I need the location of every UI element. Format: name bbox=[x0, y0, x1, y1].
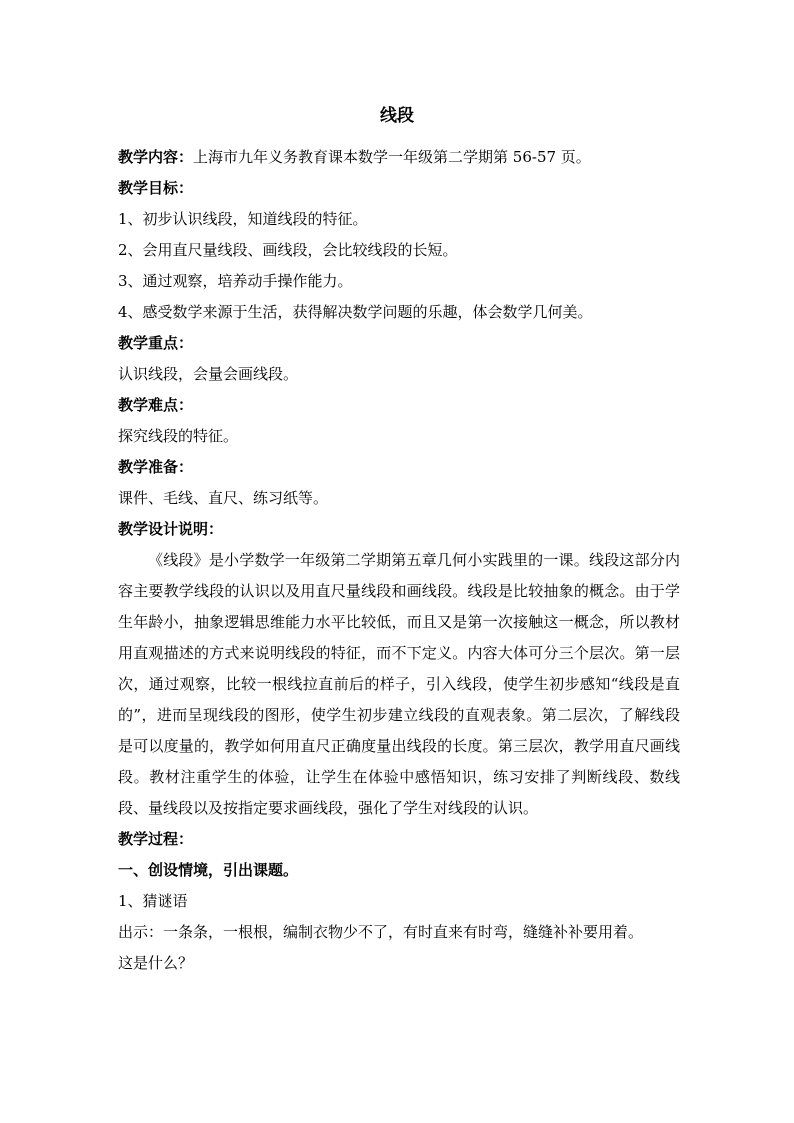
document-title: 线段 bbox=[380, 106, 414, 126]
content-line bbox=[118, 142, 680, 173]
content-label: 教学内容： bbox=[118, 148, 194, 166]
objectives-heading: 教学目标： bbox=[118, 179, 194, 197]
objective-item: 2、会用直尺量线段、画线段，会比较线段的长短。 bbox=[118, 241, 458, 259]
process-section-heading: 一、创设情境，引出课题。 bbox=[118, 861, 299, 879]
process-heading: 教学过程： bbox=[118, 830, 194, 848]
process-step: 1、猜谜语 bbox=[118, 892, 188, 910]
preparation-heading: 教学准备： bbox=[118, 458, 194, 476]
riddle-question: 这是什么？ bbox=[118, 954, 194, 972]
difficulties-text: 探究线段的特征。 bbox=[118, 427, 239, 445]
content-text: 上海市九年义务教育课本数学一年级第二学期第 56-57 页。 bbox=[193, 148, 591, 166]
design-notes-heading: 教学设计说明： bbox=[118, 520, 224, 538]
objective-item: 1、初步认识线段，知道线段的特征。 bbox=[118, 210, 368, 228]
difficulties-heading: 教学难点： bbox=[118, 396, 194, 414]
document-body bbox=[118, 142, 680, 979]
design-notes-paragraph: 《线段》是小学数学一年级第二学期第五章几何小实践里的一课。线段这部分内容主要教学线段的认识以及用直尺量线段和画线段。线段是比较抽象的概念。由于学生年龄小，抽象逻辑思维能力水平比较低，而且又是第一次接触这一概念，所以教材用直观描述的方式来说明线段的特征，而不下定义。内容大体可分三个层次。第一层次，通过观察，比较一根线拉直前后的样子，引入线段，使学生初步感知“线段是直的”，进而呈现线段的图形，使学生初步建立线段的直观表象。第二层次，了解线段是可以度量的，教学如何用直尺正确度量出线段的长度。第三层次，教学用直尺画线段。教材注重学生的体验，让学生在体验中感悟知识，练习安排了判断线段、数线段、量线段以及按指定要求画线段，强化了学生对线段的认识。 bbox=[118, 551, 680, 817]
riddle-line: 出示：一条条，一根根，编制衣物少不了，有时直来有时弯，缝缝补补要用着。 bbox=[118, 923, 644, 941]
key-points-heading: 教学重点： bbox=[118, 334, 194, 352]
key-points-text: 认识线段，会量会画线段。 bbox=[118, 365, 299, 383]
objective-item: 3、通过观察，培养动手操作能力。 bbox=[118, 272, 353, 290]
preparation-text: 课件、毛线、直尺、练习纸等。 bbox=[118, 489, 329, 507]
objective-item: 4、感受数学来源于生活，获得解决数学问题的乐趣，体会数学几何美。 bbox=[118, 303, 593, 321]
